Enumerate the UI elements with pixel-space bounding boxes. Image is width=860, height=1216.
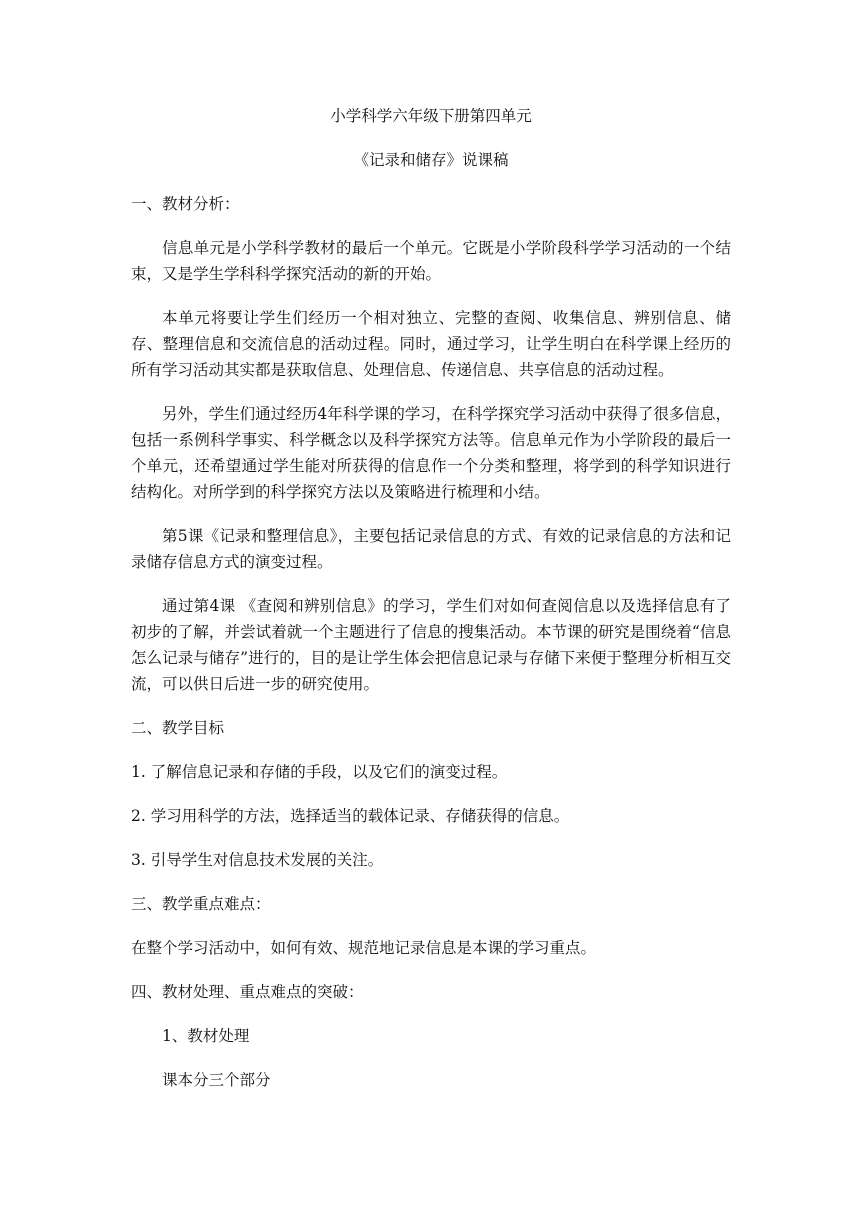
goal-item-3: 3. 引导学生对信息技术发展的关注。 [131, 851, 384, 869]
section-heading-key-points: 三、教学重点难点： [131, 895, 271, 913]
goal-item-1: 1. 了解信息记录和存储的手段，以及它们的演变过程。 [131, 763, 508, 781]
section-heading-processing: 四、教材处理、重点难点的突破： [131, 983, 364, 1001]
subsection-heading-material: 1、教材处理 [162, 1027, 250, 1045]
section-heading-goals: 二、教学目标 [131, 719, 225, 737]
key-point-text: 在整个学习活动中，如何有效、规范地记录信息是本课的学习重点。 [131, 939, 597, 957]
document-title: 小学科学六年级下册第四单元 [330, 107, 532, 125]
paragraph-2: 本单元将要让学生们经历一个相对独立、完整的查阅、收集信息、辨别信息、储存、整理信息和交流信息的活动过程。同时，通过学习，让学生明白在科学课上经历的所有学习活动其实都是获取信息、处理信息、传递信息、共享信息的活动过程。 [131, 309, 731, 379]
document-subtitle: 《记录和储存》说课稿 [353, 151, 509, 169]
goal-item-2: 2. 学习用科学的方法，选择适当的载体记录、存储获得的信息。 [131, 807, 570, 825]
paragraph-1: 信息单元是小学科学教材的最后一个单元。它既是小学阶段科学学习活动的一个结束，又是学生学科科学探究活动的新的开始。 [131, 239, 731, 283]
paragraph-5: 通过第4课 《查阅和辨别信息》的学习，学生们对如何查阅信息以及选择信息有了初步的了解，并尝试着就一个主题进行了信息的搜集活动。本节课的研究是围绕着“信息怎么记录与储存”进行的，目的是让学生体会把信息记录与存储下来便于整理分析相互交流，可以供日后进一步的研究使用。 [131, 597, 731, 693]
subsection-text: 课本分三个部分 [162, 1071, 271, 1089]
document-body [131, 103, 731, 1093]
paragraph-3: 另外，学生们通过经历4年科学课的学习，在科学探究学习活动中获得了很多信息，包括一系例科学事实、科学概念以及科学探究方法等。信息单元作为小学阶段的最后一个单元，还希望通过学生能对所获得的信息作一个分类和整理，将学到的科学知识进行结构化。对所学到的科学探究方法以及策略进行梳理和小结。 [131, 405, 731, 501]
paragraph-4: 第5课《记录和整理信息》，主要包括记录信息的方式、有效的记录信息的方法和记录储存信息方式的演变过程。 [131, 527, 731, 571]
section-heading-analysis: 一、教材分析： [131, 195, 240, 213]
